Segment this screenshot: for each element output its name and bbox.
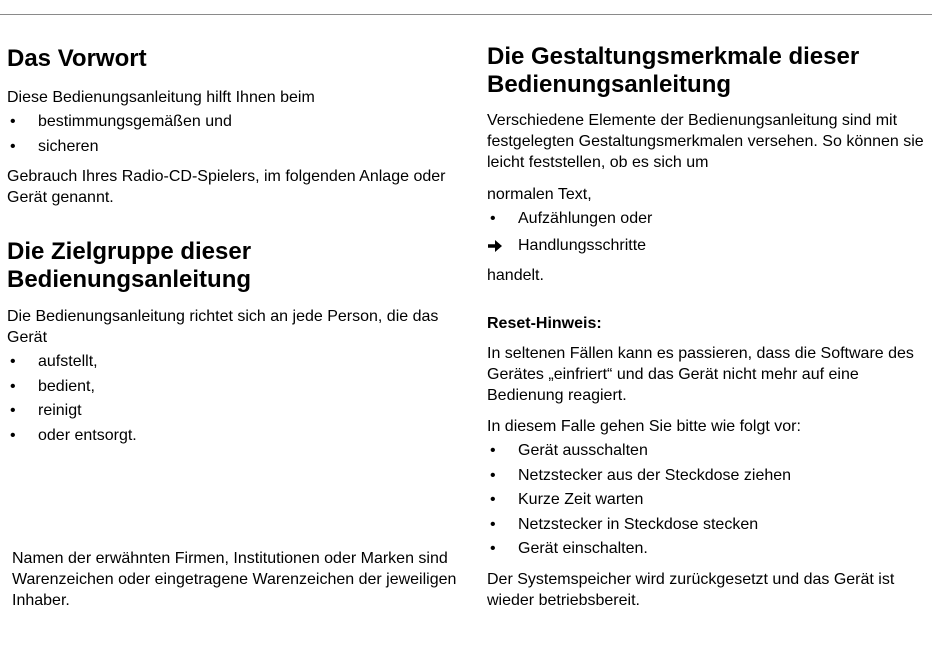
bullet-icon: • <box>10 137 16 155</box>
heading-reset-hinweis: Reset-Hinweis: <box>487 315 602 332</box>
gestaltung-intro: Verschiedene Elemente der Bedienungsanleitung sind mit festgelegten Gestaltungsmerkmalen versehen. So können sie leicht feststellen, ob es sich um <box>487 112 924 171</box>
heading-zielgruppe: Die Zielgruppe dieser Bedienungsanleitung <box>7 238 252 293</box>
list-item: • Netzstecker in Steckdose stecken <box>490 515 759 533</box>
gestaltung-format-list <box>487 208 927 260</box>
list-item: • Gerät einschalten. <box>490 540 648 557</box>
heading-gestaltung: Die Gestaltungsmerkmale dieser Bedienungsanleitung <box>487 43 860 98</box>
bullet-icon: • <box>490 515 496 533</box>
zielgruppe-intro: Die Bedienungsanleitung richtet sich an jede Person, die das Gerät <box>7 308 439 346</box>
list-item: • Aufzählungen oder <box>490 210 653 227</box>
top-rule <box>0 14 932 15</box>
bullet-icon: • <box>10 377 16 395</box>
bullet-icon: • <box>10 353 16 370</box>
list-item: • oder entsorgt. <box>10 426 137 444</box>
bullet-icon: • <box>490 442 496 459</box>
list-item: • sicheren <box>10 137 99 155</box>
heading-vorwort: Das Vorwort <box>7 45 147 72</box>
list-item: • aufstellt, <box>10 353 98 370</box>
arrow-right-icon <box>487 238 503 254</box>
reset-paragraph-2: In diesem Falle gehen Sie bitte wie folgt vor: <box>487 418 801 435</box>
list-item: • reinigt <box>10 402 82 419</box>
gestaltung-outro: handelt. <box>487 267 544 284</box>
vorwort-bullet-list <box>7 111 447 160</box>
bullet-icon: • <box>490 210 496 227</box>
vorwort-intro: Diese Bedienungsanleitung hilft Ihnen beim <box>7 89 315 106</box>
bullet-icon: • <box>490 491 496 508</box>
reset-outro: Der Systemspeicher wird zurückgesetzt und das Gerät ist wieder betriebsbereit. <box>487 571 895 609</box>
vorwort-outro: Gebrauch Ihres Radio-CD-Spielers, im folgenden Anlage oder Gerät genannt. <box>7 168 446 206</box>
gestaltung-plain-text: normalen Text, <box>487 186 592 203</box>
bullet-icon: • <box>10 113 16 130</box>
list-item: • Gerät ausschalten <box>490 442 648 459</box>
list-item: • bestimmungsgemäßen und <box>10 113 232 130</box>
zielgruppe-bullet-list <box>7 351 447 449</box>
bullet-icon: • <box>10 426 16 444</box>
bullet-icon: • <box>10 402 16 419</box>
bullet-icon: • <box>490 466 496 484</box>
list-item: • Kurze Zeit warten <box>490 491 644 508</box>
list-item: • bedient, <box>10 377 95 395</box>
list-item: • Netzstecker aus der Steckdose ziehen <box>490 466 792 484</box>
reset-paragraph-1: In seltenen Fällen kann es passieren, dass die Software des Gerätes „einfriert“ und das Gerät nicht mehr auf eine Bedienung reagiert. <box>487 345 914 404</box>
trademark-footnote: Namen der erwähnten Firmen, Institutionen oder Marken sind Warenzeichen oder eingetragene Warenzeichen der jeweiligen Inhaber. <box>12 550 457 609</box>
list-item: Handlungsschritte <box>487 235 927 256</box>
bullet-icon: • <box>490 540 496 557</box>
reset-steps-list <box>487 440 927 563</box>
